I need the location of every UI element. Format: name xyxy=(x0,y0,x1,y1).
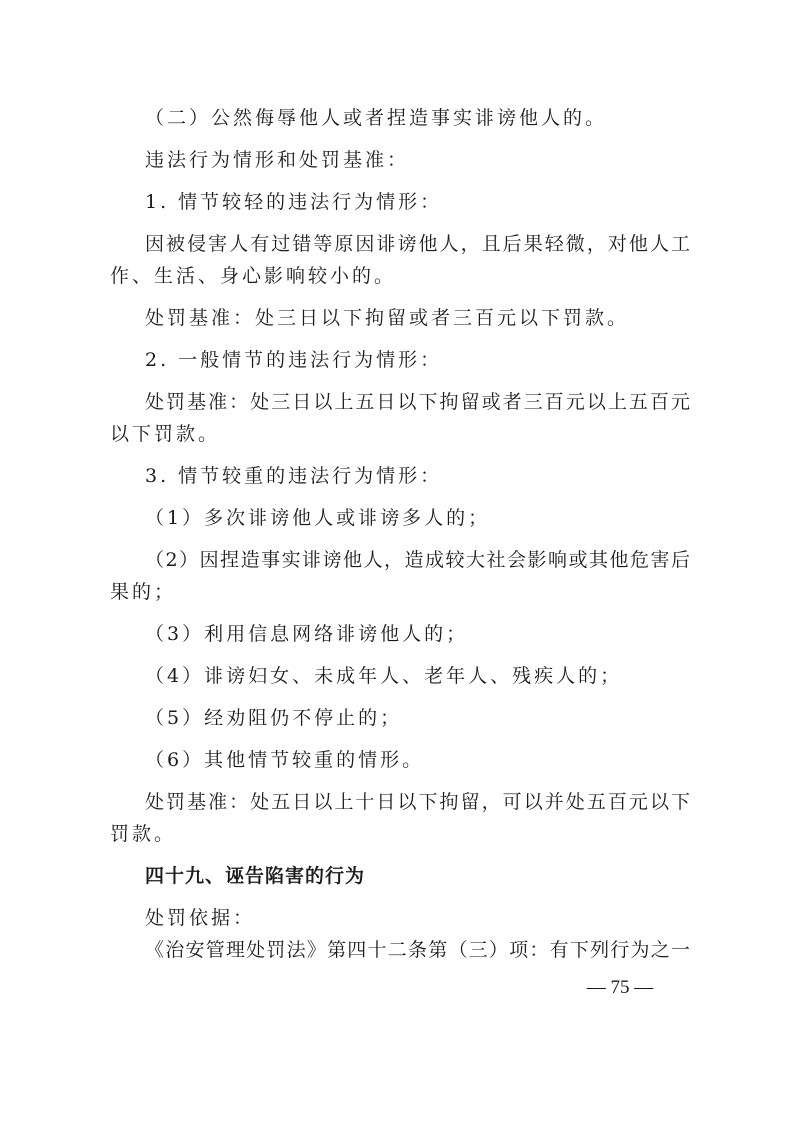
text-line-21: 处罚依据： xyxy=(145,907,256,929)
text-line-6: 处罚基准：处三日以下拘留或者三百元以下罚款。 xyxy=(145,307,630,329)
text-line-13: 果的； xyxy=(110,581,177,603)
text-line-10: 3. 情节较重的违法行为情形： xyxy=(145,465,443,487)
text-line-18: 处罚基准：处五日以上十日以下拘留，可以并处五百元以下 xyxy=(145,791,690,813)
page-number: — 75 — xyxy=(586,977,654,998)
text-line-2: 违法行为情形和处罚基准： xyxy=(145,149,410,171)
text-line-17: （6）其他情节较重的情形。 xyxy=(145,749,425,771)
text-line-16: （5）经劝阻仍不停止的； xyxy=(145,707,403,729)
text-line-1: （二）公然侮辱他人或者捏造事实诽谤他人的。 xyxy=(145,107,608,129)
text-line-4: 因被侵害人有过错等原因诽谤他人，且后果轻微，对他人工 xyxy=(145,233,690,255)
text-line-14: （3）利用信息网络诽谤他人的； xyxy=(145,623,469,645)
text-line-7: 2. 一般情节的违法行为情形： xyxy=(145,349,443,371)
text-line-15: （4）诽谤妇女、未成年人、老年人、残疾人的； xyxy=(145,665,623,687)
text-line-11: （1）多次诽谤他人或诽谤多人的； xyxy=(145,507,491,529)
text-line-3: 1. 情节较轻的违法行为情形： xyxy=(145,191,443,213)
text-line-22: 《治安管理处罚法》第四十二条第（三）项：有下列行为之一 xyxy=(145,939,690,961)
text-line-9: 以下罚款。 xyxy=(110,423,221,445)
text-line-8: 处罚基准：处三日以上五日以下拘留或者三百元以上五百元 xyxy=(145,391,690,413)
text-line-19: 罚款。 xyxy=(110,823,177,845)
section-heading: 四十九、诬告陷害的行为 xyxy=(145,865,366,887)
text-line-5: 作、生活、身心影响较小的。 xyxy=(110,265,397,287)
text-line-12: （2）因捏造事实诽谤他人，造成较大社会影响或其他危害后 xyxy=(145,549,690,571)
